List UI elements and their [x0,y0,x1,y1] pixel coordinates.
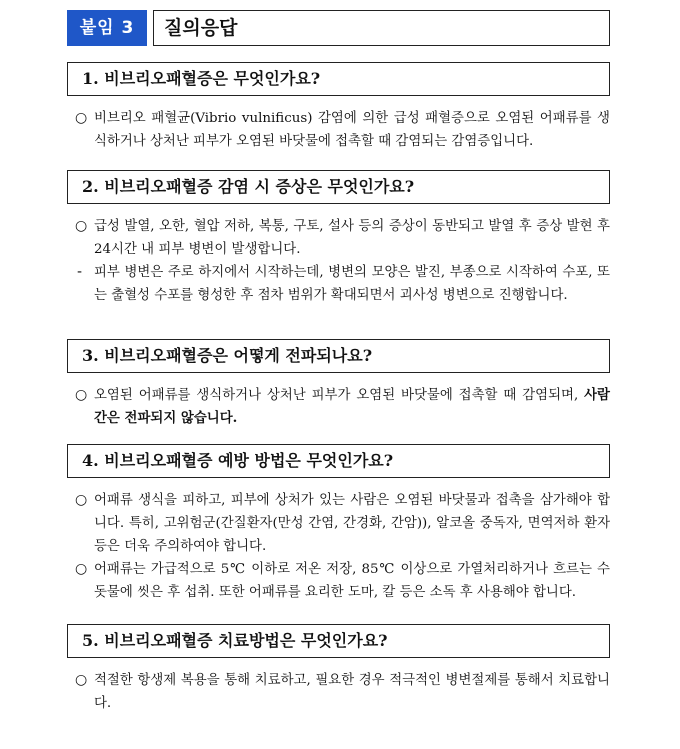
circle-bullet-icon: ○ [75,110,88,126]
answer-item [67,215,610,261]
answer-text: 비브리오 패혈균(Vibrio vulnificus) 감염에 의한 급성 패혈증으로 오염된 어패류를 생식하거나 상처난 피부가 오염된 바닷물에 접촉할 때 감염되는 감염증입니다. [94,111,610,149]
question-5: 5. 비브리오패혈증 치료방법은 무엇인가요? [67,624,610,658]
answer-item [67,489,610,558]
question-2: 2. 비브리오패혈증 감염 시 증상은 무엇인가요? [67,170,610,204]
answer-item [67,384,610,430]
answer-text: 어패류 생식을 피하고, 피부에 상처가 있는 사람은 오염된 바닷물과 접촉을 삼가해야 합니다. 특히, 고위험군(간질환자(만성 간염, 간경화, 간암)), 알코올 중독자, 면역저하 환자 등은 더욱 주의하여야 합니다. [94,493,610,554]
circle-bullet-icon: ○ [75,672,88,688]
page-title: 질의응답 [153,10,610,46]
circle-bullet-icon: ○ [75,387,88,403]
qa-section-2 [67,170,610,307]
attachment-badge: 붙임 3 [67,10,147,46]
circle-bullet-icon: ○ [75,492,88,508]
answer-item [67,558,610,604]
document-header [67,10,610,46]
question-1: 1. 비브리오패혈증은 무엇인가요? [67,62,610,96]
answer-text: 어패류는 가급적으로 5℃ 이하로 저온 저장, 85℃ 이상으로 가열처리하거나 흐르는 수돗물에 씻은 후 섭취. 또한 어패류를 요리한 도마, 칼 등은 소독 후 사용해야 합니다. [94,562,610,600]
question-3: 3. 비브리오패혈증은 어떻게 전파되나요? [67,339,610,373]
circle-bullet-icon: ○ [75,218,88,234]
qa-section-4 [67,444,610,604]
qa-section-1 [67,62,610,153]
answer-item [67,669,610,715]
circle-bullet-icon: ○ [75,561,88,577]
dash-bullet-icon: - [77,264,83,280]
answer-emphasis: 사람 간은 전파되지 않습니다. [94,387,610,426]
qa-section-5 [67,624,610,715]
answer-text: 오염된 어패류를 생식하거나 상처난 피부가 오염된 바닷물에 접촉할 때 감염되며, [94,388,579,403]
qa-section-3 [67,339,610,430]
answer-text: 적절한 항생제 복용을 통해 치료하고, 필요한 경우 적극적인 병변절제를 통해서 치료합니다. [94,673,610,711]
question-4: 4. 비브리오패혈증 예방 방법은 무엇인가요? [67,444,610,478]
answer-text: 피부 병변은 주로 하지에서 시작하는데, 병변의 모양은 발진, 부종으로 시작하여 수포, 또는 출혈성 수포를 형성한 후 점차 범위가 확대되면서 괴사성 병변으로 진행합니다. [94,265,610,303]
answer-item [67,107,610,153]
answer-text: 급성 발열, 오한, 혈압 저하, 복통, 구토, 설사 등의 증상이 동반되고 발열 후 증상 발현 후 24시간 내 피부 병변이 발생합니다. [94,219,610,257]
answer-subitem [67,261,610,307]
